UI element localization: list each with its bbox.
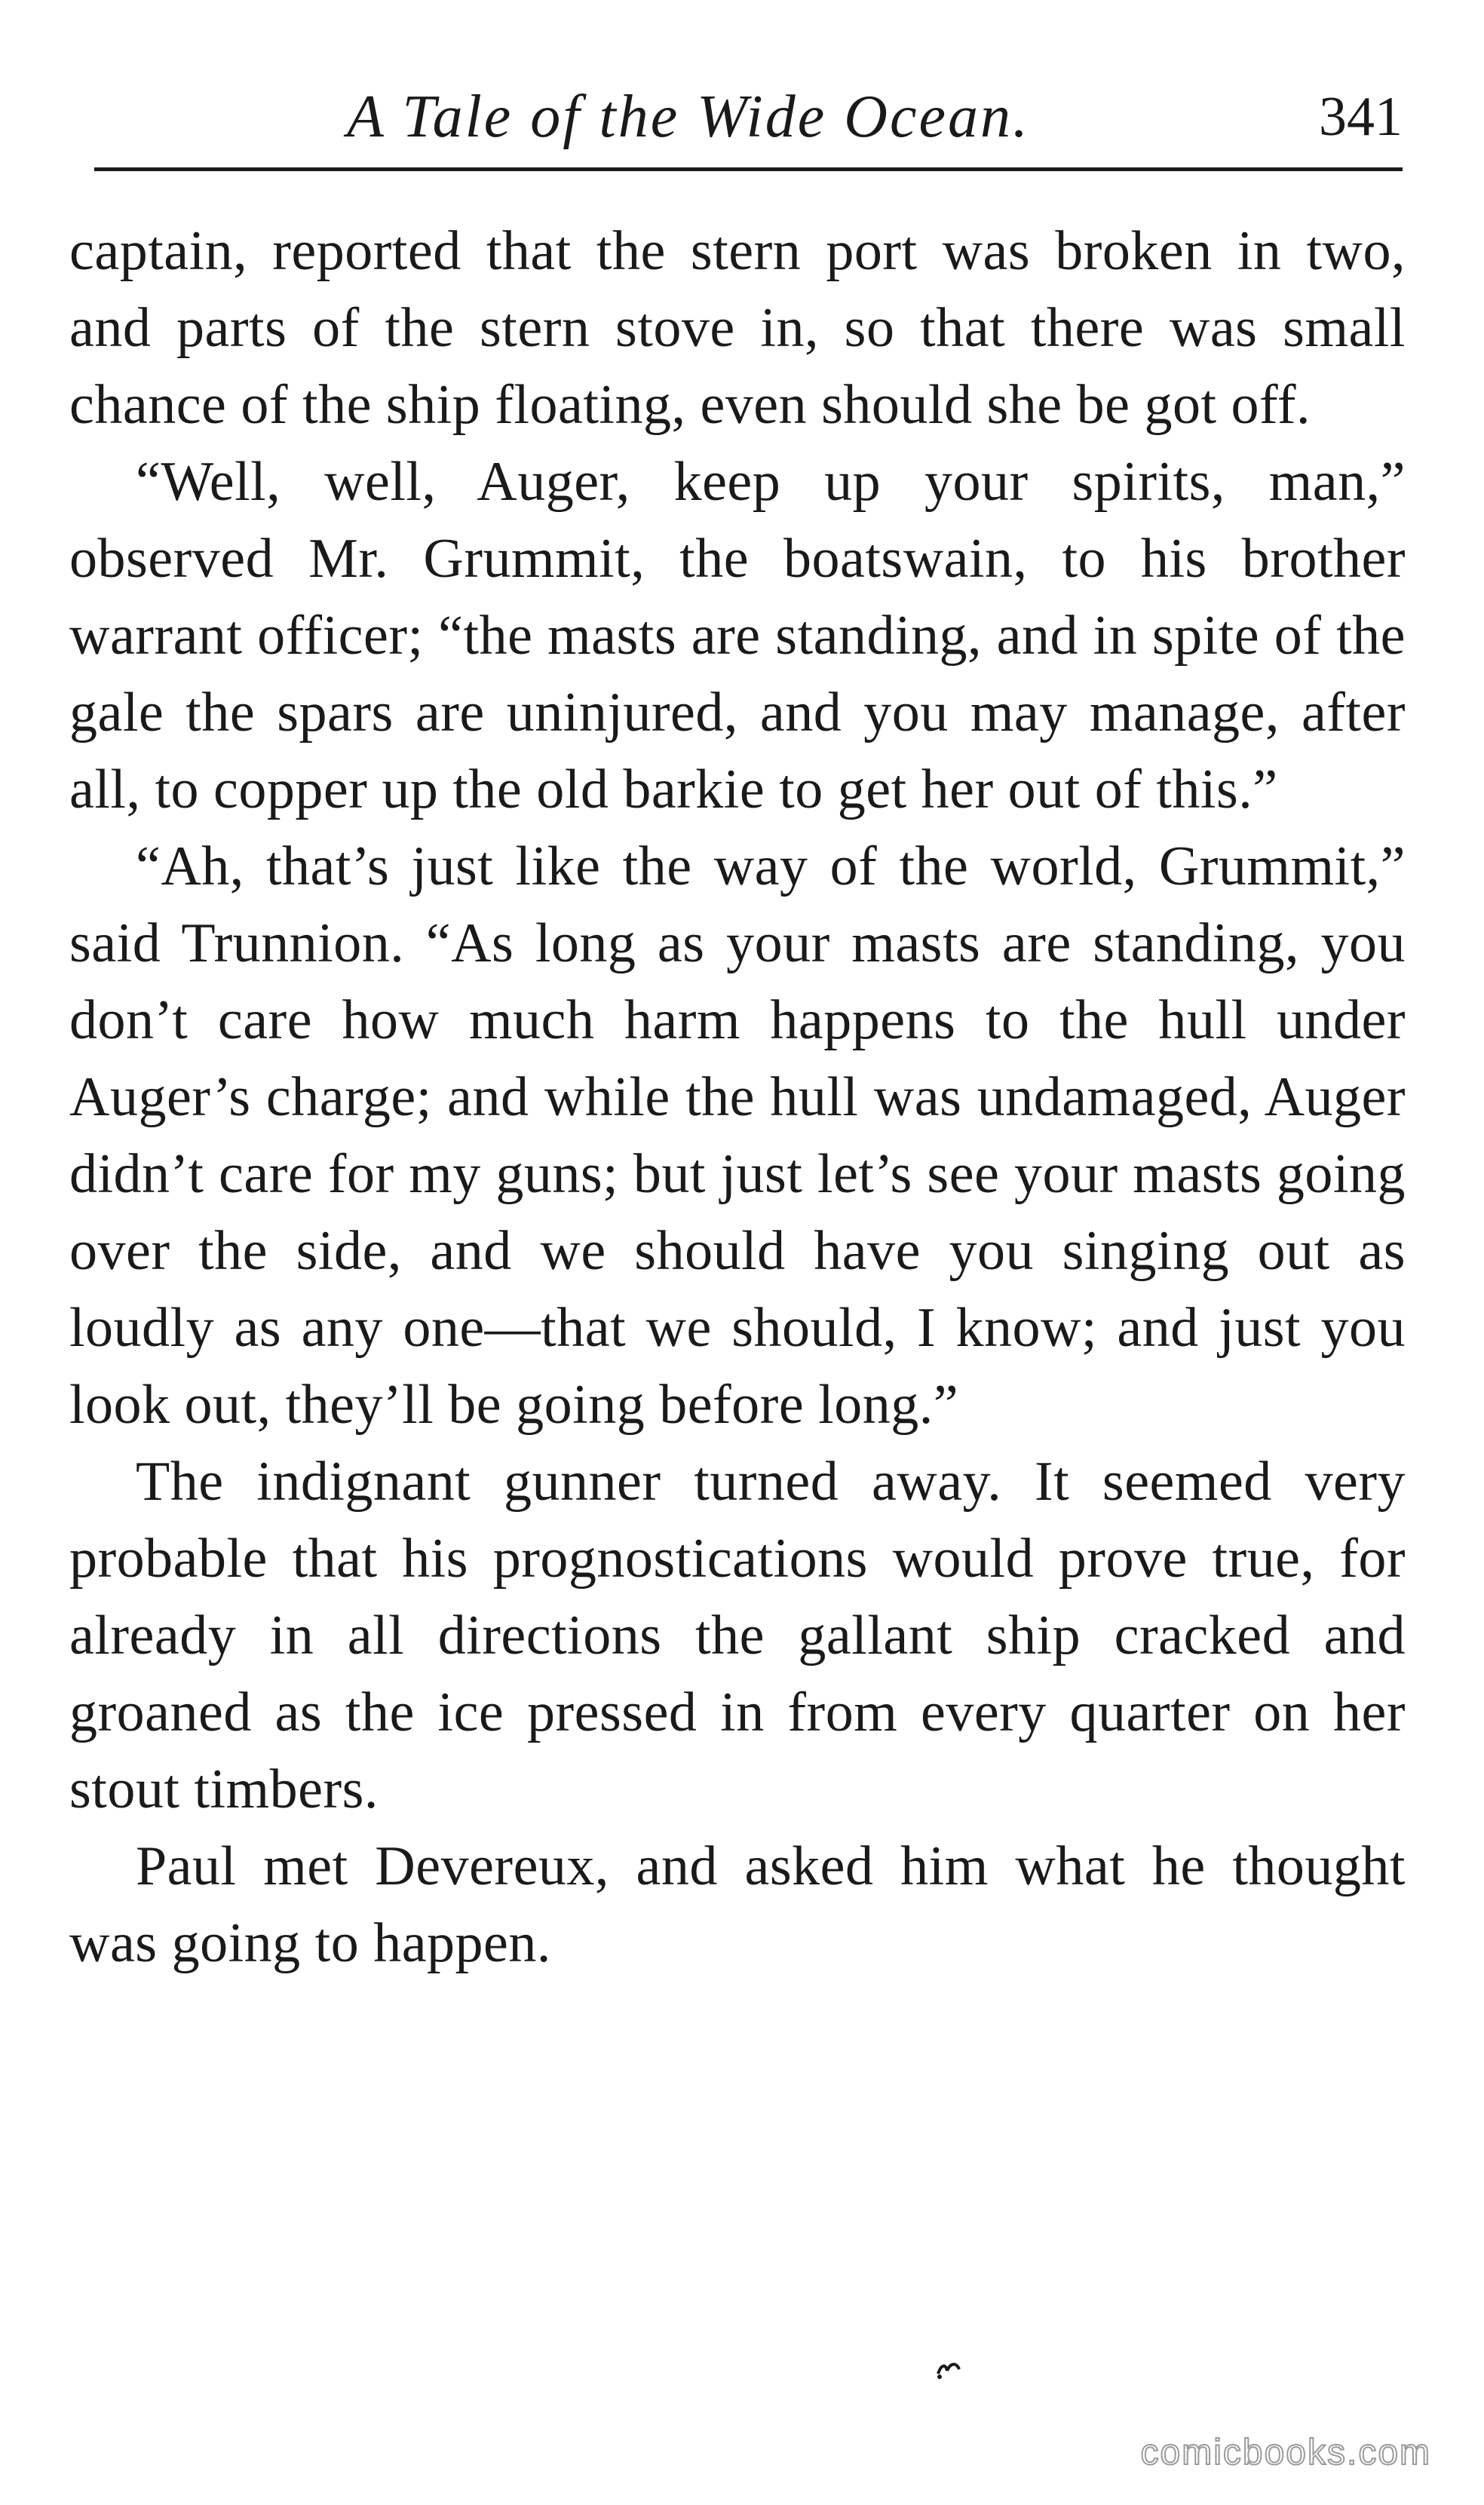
paragraph-2: “Well, well, Auger, keep up your spirits, man,” observed Mr. Grummit, the boatswain, to his brother warrant officer; “the masts are standing, and in spite of the gale the spars are uninjured, and you may manage, after all, to copper up the old barkie to get her out of this.” [69, 451, 1406, 820]
header-rule [94, 167, 1403, 171]
paragraph-5: Paul met Devereux, and asked him what he thought was going to happen. [69, 1835, 1406, 1974]
paragraph-3: “Ah, that’s just like the way of the world, Grummit,” said Trunnion. “As long as your masts are standing, you don’t care how much harm happens to the hull under Auger’s charge; and while the hull was undamaged, Auger didn’t care for my guns; but just let’s see your masts going over the side, and we should have you singing out as loudly as any one—that we should, I know; and just you look out, they’ll be going before long.” [69, 836, 1406, 1436]
watermark-text: comicbooks.com [1140, 2433, 1431, 2473]
paragraph-4: The indignant gunner turned away. It seemed very probable that his prognostications would prove true, for already in all directions the gallant ship cracked and groaned as the ice pressed in from every quarter on her stout timbers. [69, 1451, 1406, 1820]
page-header [90, 72, 1403, 162]
body-text [69, 213, 1406, 1982]
paragraph-1: captain, reported that the stern port was broken in two, and parts of the stern stove in, so that there was small chance of the ship floating, even should she be got off. [69, 220, 1406, 436]
page-number: 341 [1319, 86, 1403, 148]
ink-mark-icon [934, 2357, 964, 2380]
running-title: A Tale of the Wide Ocean. [347, 84, 1031, 150]
